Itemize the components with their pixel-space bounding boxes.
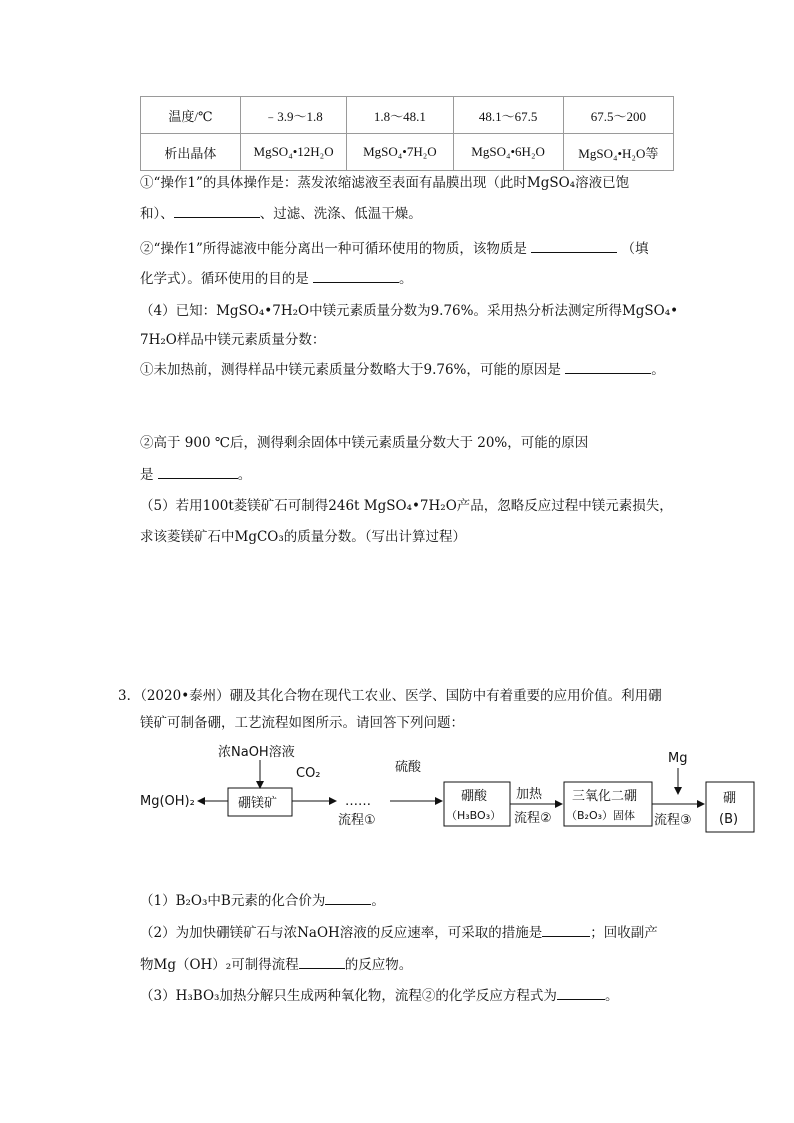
table-cell: MgSO₄•6H₂O	[453, 134, 563, 171]
table-cell: MgSO₄•12H₂O	[240, 134, 346, 171]
h3bo3-name: 硼酸	[461, 789, 488, 804]
q5-line2: 求该菱镁矿石中MgCO₃的质量分数。（写出计算过程）	[140, 529, 467, 545]
sub3-line	[140, 985, 618, 1006]
answer-blank[interactable]	[531, 238, 617, 253]
sub1-text-b: 。	[371, 893, 385, 909]
mg-label: Mg	[668, 751, 688, 766]
table-cell: 温度/℃	[141, 97, 241, 134]
q2-line1	[140, 238, 649, 259]
answer-blank[interactable]	[299, 954, 345, 969]
problem3-line2: 镁矿可制备硼，工艺流程如图所示。请回答下列问题：	[140, 715, 464, 731]
q4-line3	[140, 359, 665, 380]
table-cell: MgSO₄•H₂O等	[563, 134, 673, 171]
q2-text-d: 。	[399, 271, 413, 287]
sub2-line1	[140, 922, 658, 943]
sub2-line2	[140, 954, 412, 975]
acid-label: 硫酸	[395, 760, 422, 775]
ellipsis: ……	[345, 794, 371, 809]
q1-text-b: 、过滤、洗涤、低温干燥。	[259, 206, 422, 222]
q2-text-a: ②“操作1”所得滤液中能分离出一种可循环使用的物质，该物质是	[140, 241, 527, 257]
answer-blank[interactable]	[542, 922, 590, 937]
h3bo3-formula: （H₃BO₃）	[446, 809, 502, 822]
problem3-line1: 3．（2020•泰州）硼及其化合物在现代工农业、医学、国防中有着重要的应用价值。利用硼	[118, 688, 662, 704]
q4-text-b: 。	[651, 362, 665, 378]
table-cell: MgSO₄•7H₂O	[347, 134, 453, 171]
q4-text-d: 。	[237, 467, 252, 483]
process1-label: 流程①	[338, 813, 376, 828]
mgoh2-label: Mg(OH)₂	[140, 794, 195, 809]
answer-blank[interactable]	[174, 203, 260, 218]
q1-line1: ①“操作1”的具体操作是：蒸发浓缩滤液至表面有晶膜出现（此时MgSO₄溶液已饱	[140, 175, 630, 191]
sub1-line	[140, 890, 385, 911]
table-cell: ﹣3.9～1.8	[240, 97, 346, 134]
q4-text-a: ①未加热前，测得样品中镁元素质量分数略大于9.76%，可能的原因是	[140, 362, 561, 378]
answer-blank[interactable]	[565, 359, 651, 374]
crystallization-table	[140, 96, 674, 171]
naoh-label: 浓NaOH溶液	[218, 745, 295, 760]
process2-label: 流程②	[514, 811, 552, 826]
q4-line2: 7H₂O样品中镁元素质量分数：	[140, 332, 326, 348]
answer-blank[interactable]	[158, 464, 238, 479]
boron-name: 硼	[723, 791, 737, 806]
q1-text-a: 和）、	[140, 206, 174, 222]
q5-line1: （5）若用100t菱镁矿石可制得246t MgSO₄•7H₂O产品，忽略反应过程中镁元素损失，	[140, 498, 673, 514]
q2-text-c: 化学式）。循环使用的目的是	[140, 271, 309, 287]
q2-text-b: （填	[621, 241, 649, 257]
b2o3-formula: （B₂O₃）固体	[566, 809, 636, 822]
q2-line2	[140, 268, 413, 289]
boron-formula: (B)	[719, 812, 739, 827]
sub3-text-a: （3）H₃BO₃加热分解只生成两种氧化物，流程②的化学反应方程式为	[140, 988, 557, 1004]
process3-label: 流程③	[654, 813, 692, 828]
q1-line2	[140, 203, 422, 224]
ore-label: 硼镁矿	[238, 796, 278, 811]
sub1-text-a: （1）B₂O₃中B元素的化合价为	[140, 893, 326, 909]
table-row-temperature	[141, 97, 674, 134]
table-cell: 析出晶体	[141, 134, 241, 171]
q4-line5	[140, 464, 251, 485]
q4-text-c: 是	[140, 467, 154, 483]
sub2-text-b: ；回收副产	[590, 925, 658, 941]
table-cell: 1.8～48.1	[347, 97, 453, 134]
q4-line4: ②高于 900 ℃后，测得剩余固体中镁元素质量分数大于 20%，可能的原因	[140, 435, 589, 451]
sub3-text-b: 。	[604, 988, 619, 1004]
answer-blank[interactable]	[557, 985, 605, 1000]
table-cell: 48.1～67.5	[453, 97, 563, 134]
sub2-text-d: 的反应物。	[344, 957, 413, 973]
answer-blank[interactable]	[313, 268, 399, 283]
b2o3-name: 三氧化二硼	[572, 789, 638, 804]
q4-line1: （4）已知：MgSO₄•7H₂O中镁元素质量分数为9.76%。采用热分析法测定所得MgSO₄•	[140, 303, 679, 319]
heat-label: 加热	[516, 787, 543, 802]
sub2-text-a: （2）为加快硼镁矿石与浓NaOH溶液的反应速率，可采取的措施是	[140, 925, 543, 941]
sub2-text-c: 物Mg（OH）₂可制得流程	[140, 957, 299, 973]
answer-blank[interactable]	[325, 890, 371, 905]
process-flow-diagram	[130, 738, 760, 838]
co2-label: CO₂	[296, 766, 321, 781]
table-cell: 67.5～200	[563, 97, 673, 134]
table-row-crystal	[141, 134, 674, 171]
